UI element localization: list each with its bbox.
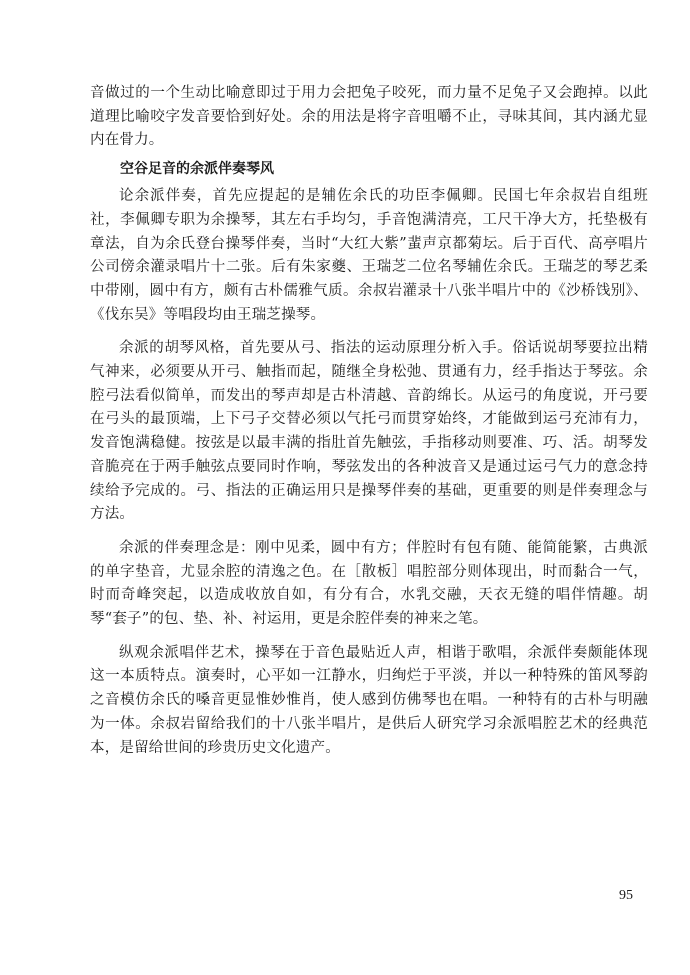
intro-paragraph: 音做过的一个生动比喻意即过于用力会把兔子咬死，而力量不足兔子又会跑掉。以此道理比喻咬字发音要恰到好处。余的用法是将字音咀嚼不止，寻味其间，其内涵尤显内在骨力。 [90,85,648,149]
page-body [90,82,648,760]
page-number: 95 [619,888,633,903]
body-paragraph: 纵观余派唱伴艺术，操琴在于音色最贴近人声，相谐于歌唱，余派伴奏颇能体现这一本质特点。演奏时，心平如一江静水，归绚烂于平淡，并以一种特殊的笛风琴韵之音模仿余氏的嗓音更显惟妙惟肖，使人感到仿佛琴也在唱。一种特有的古朴与明融为一体。余叔岩留给我们的十八张半唱片，是供后人研究学习余派唱腔艺术的经典范本，是留给世间的珍贵历史文化遗产。 [90,644,648,756]
body-paragraph: 余派的伴奏理念是：刚中见柔，圆中有方；伴腔时有包有随、能简能繁，古典派的单字垫音，尤显余腔的清逸之色。在［散板］唱腔部分则体现出，时而黏合一气，时而奇峰突起，以造成收放自如，有分有合，水乳交融，天衣无缝的唱伴情趣。胡琴“套子”的包、垫、补、衬运用，更是余腔伴奏的神来之笔。 [90,539,648,628]
section-heading: 空谷足音的余派伴奏琴风 [120,161,274,178]
body-paragraph: 余派的胡琴风格，首先要从弓、指法的运动原理分析入手。俗话说胡琴要拉出精气神来，必须要从开弓、触指而起，随继全身松弛、贯通有力，经手指达于琴弦。余腔弓法看似简单，而发出的琴声却是古朴清越、音韵绵长。从运弓的角度说，开弓要在弓头的最顶端，上下弓子交替必须以气托弓而贯穿始终，才能做到运弓充沛有力，发音饱满稳健。按弦是以最丰满的指肚首先触弦，手指移动则要准、巧、活。胡琴发音脆亮在于两手触弦点要同时作响，琴弦发出的各种波音又是通过运弓气力的意念持续给予完成的。弓、指法的正确运用只是操琴伴奏的基础，更重要的则是伴奏理念与方法。 [90,340,648,523]
body-paragraph: 论余派伴奏，首先应提起的是辅佐余氏的功臣李佩卿。民国七年余叔岩自组班社，李佩卿专职为余操琴，其左右手均匀，手音饱满清亮，工尺干净大方，托垫极有章法，自为余氏登台操琴伴奏，当时“大红大紫”蜚声京都菊坛。后于百代、高亭唱片公司傍余灌录唱片十二张。后有朱家夔、王瑞芝二位名琴辅佐余氏。王瑞芝的琴艺柔中带刚，圆中有方，颇有古朴儒雅气质。余叔岩灌录十八张半唱片中的《沙桥饯别》、《伐东吴》等唱段均由王瑞芝操琴。 [90,188,648,323]
